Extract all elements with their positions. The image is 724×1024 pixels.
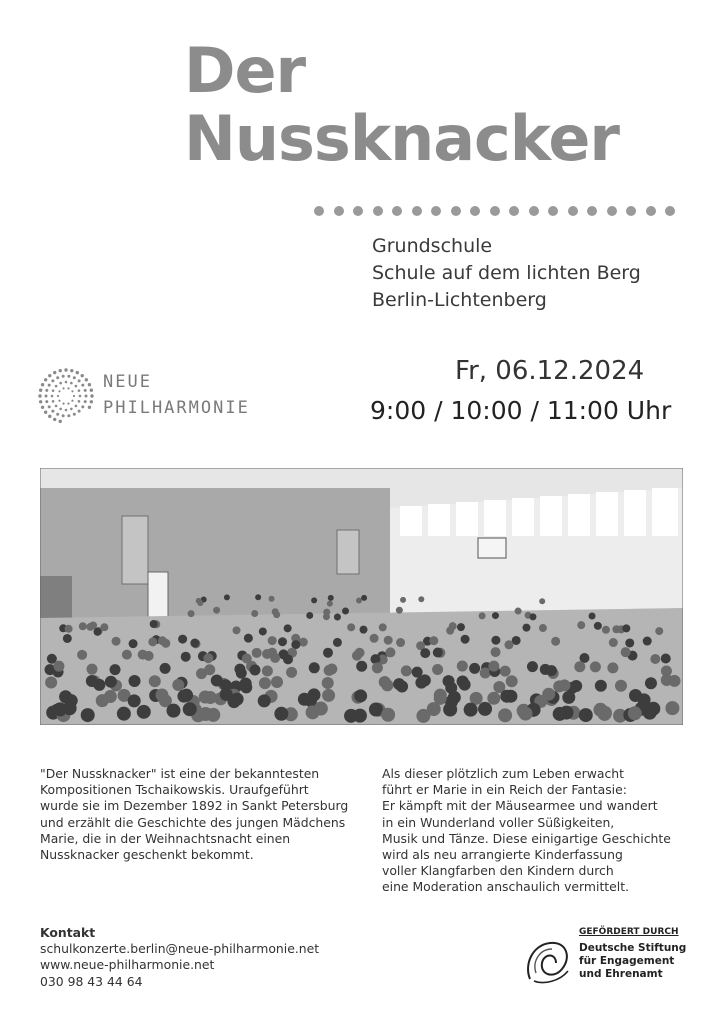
text-line: voller Klangfarben den Kindern durch: [382, 863, 614, 879]
contact-block: [40, 925, 319, 990]
text-line: Marie, die in der Weihnachtsnacht einen: [40, 830, 291, 846]
logo-text-neue: NEUE: [103, 372, 152, 392]
sponsor-name-line-2: für Engagement: [579, 955, 675, 967]
concert-photo: [40, 468, 683, 725]
text-line: wird als neu arrangierte Kinderfassung: [382, 847, 623, 863]
school-line-2: Schule auf dem lichten Berg: [372, 262, 641, 284]
dot-divider: [314, 206, 675, 216]
text-line: wurde sie im Dezember 1892 in Sankt Petersburg: [40, 798, 349, 814]
text-line: Musik und Tänze. Diese einigartige Geschichte: [382, 830, 671, 846]
text-line: Kompositionen Tschaikowskis. Uraufgeführt: [40, 782, 309, 798]
logo-text-philharmonie: PHILHARMONIE: [103, 398, 250, 418]
contact-email-link[interactable]: schulkonzerte.berlin@neue-philharmonie.net: [40, 941, 320, 957]
title-line-2: Nussknacker: [184, 102, 619, 175]
school-line-1: Grundschule: [372, 235, 493, 257]
contact-phone: 030 98 43 44 64: [40, 973, 143, 989]
contact-heading: Kontakt: [40, 925, 96, 940]
text-line: Als dieser plötzlich zum Leben erwacht: [382, 766, 625, 781]
description-paragraph-2: [382, 766, 702, 896]
text-line: "Der Nussknacker" ist eine der bekanntesten: [40, 766, 320, 781]
text-line: führt er Marie in ein Reich der Fantasie:: [382, 782, 627, 798]
title-line-1: Der: [184, 34, 306, 107]
text-line: und erzählt die Geschichte des jungen Mädchens: [40, 814, 346, 830]
school-line-3: Berlin-Lichtenberg: [372, 289, 547, 311]
text-line: eine Moderation anschaulich vermittelt.: [382, 879, 630, 895]
text-line: in ein Wunderland voller Süßigkeiten,: [382, 814, 615, 830]
sponsor-block: [579, 926, 686, 981]
event-times: 9:00 / 10:00 / 11:00 Uhr: [370, 396, 672, 425]
sponsor-name-line-3: und Ehrenamt: [579, 968, 663, 980]
contact-website-link[interactable]: www.neue-philharmonie.net: [40, 957, 215, 973]
dotted-circle-icon: [36, 366, 96, 426]
sponsor-label: GEFÖRDERT DURCH: [579, 927, 679, 937]
sponsor-name-line-1: Deutsche Stiftung: [579, 942, 687, 954]
description-paragraph-1: [40, 766, 375, 863]
text-line: Er kämpft mit der Mäusearmee und wandert: [382, 798, 658, 814]
text-line: Nussknacker geschenkt bekommt.: [40, 847, 254, 863]
event-date: Fr, 06.12.2024: [455, 356, 645, 386]
swirl-logo-icon: [522, 935, 574, 987]
